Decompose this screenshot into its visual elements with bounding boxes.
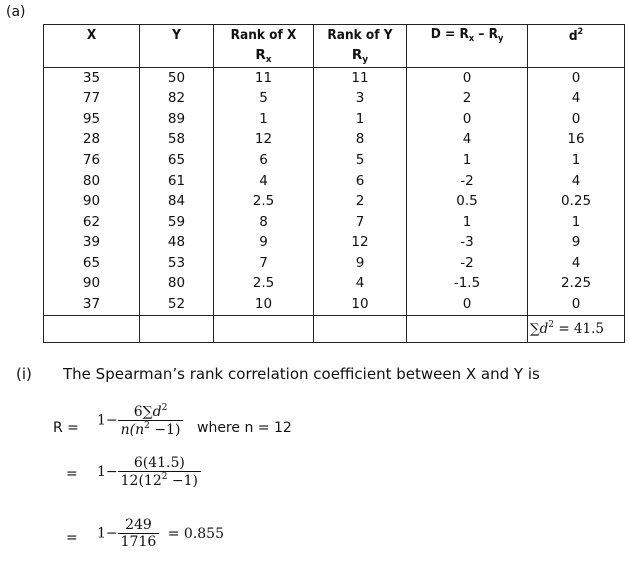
cell-x: 80 [44, 171, 140, 192]
subheader-rx: $R_x$ [214, 47, 314, 68]
cell-rank-y: 10 [314, 295, 407, 316]
cell-d-squared: 0 [528, 295, 625, 316]
cell-y: 48 [140, 233, 214, 254]
sum-d-squared: $\sum d^2 = 41.5$ [528, 316, 625, 343]
r-label: R = [53, 420, 79, 436]
cell-d: -3 [407, 233, 528, 254]
table-row [44, 150, 625, 171]
cell-y: 52 [140, 295, 214, 316]
cell-y: 61 [140, 171, 214, 192]
cell-y: 84 [140, 192, 214, 213]
table-row [44, 233, 625, 254]
cell-rank-y: 8 [314, 130, 407, 151]
table-row [44, 89, 625, 110]
table-row [44, 253, 625, 274]
cell-rank-x: 2.5 [214, 274, 314, 295]
cell-d-squared: 0 [528, 109, 625, 130]
cell-d: 0 [407, 109, 528, 130]
where-n: where n = 12 [197, 420, 292, 436]
cell-x: 76 [44, 150, 140, 171]
cell-rank-y: 3 [314, 89, 407, 110]
cell-y: 82 [140, 89, 214, 110]
formula-step2: 1− $\frac{6(41.5)}{12(12^2 -1)}$ [97, 455, 201, 489]
formula-step3: 1− $\frac{249}{1716}$ = 0.855 [97, 517, 224, 550]
cell-d-squared: 0 [528, 68, 625, 89]
cell-d-squared: 4 [528, 253, 625, 274]
cell-x: 35 [44, 68, 140, 89]
cell-d-squared: 0.25 [528, 192, 625, 213]
header-y: Y [140, 25, 214, 48]
table-row [44, 212, 625, 233]
cell-rank-y: 7 [314, 212, 407, 233]
table-header-row [44, 25, 625, 48]
cell-d-squared: 1 [528, 150, 625, 171]
cell-d: 1 [407, 212, 528, 233]
cell-rank-y: 5 [314, 150, 407, 171]
header-d-squared: $d^2$ [528, 25, 625, 48]
table-sum-row [44, 316, 625, 343]
table-subheader-row [44, 47, 625, 68]
part-label: (a) [6, 4, 26, 20]
cell-d: 4 [407, 130, 528, 151]
eq-step3: = [66, 530, 78, 546]
cell-rank-y: 1 [314, 109, 407, 130]
cell-rank-y: 12 [314, 233, 407, 254]
cell-rank-x: 2.5 [214, 192, 314, 213]
cell-d: 2 [407, 89, 528, 110]
part-i-label: (i) [16, 365, 32, 383]
cell-d-squared: 16 [528, 130, 625, 151]
cell-x: 90 [44, 274, 140, 295]
table-row [44, 68, 625, 89]
cell-x: 65 [44, 253, 140, 274]
cell-rank-y: 9 [314, 253, 407, 274]
cell-rank-x: 6 [214, 150, 314, 171]
cell-y: 65 [140, 150, 214, 171]
header-d: $D = R_x - R_y$ [407, 25, 528, 48]
cell-rank-y: 4 [314, 274, 407, 295]
formula-main: 1− $\frac{6\sum d^2}{n(n^2 -1)}$ [97, 403, 183, 438]
cell-d: -2 [407, 253, 528, 274]
cell-rank-x: 10 [214, 295, 314, 316]
header-rank-x: Rank of X [214, 25, 314, 48]
rank-table [43, 24, 625, 343]
cell-rank-y: 6 [314, 171, 407, 192]
cell-d: 0 [407, 68, 528, 89]
table-row [44, 192, 625, 213]
cell-d-squared: 2.25 [528, 274, 625, 295]
cell-rank-y: 11 [314, 68, 407, 89]
cell-d: -2 [407, 171, 528, 192]
cell-rank-x: 12 [214, 130, 314, 151]
cell-d: 1 [407, 150, 528, 171]
table-row [44, 109, 625, 130]
cell-rank-x: 11 [214, 68, 314, 89]
cell-y: 80 [140, 274, 214, 295]
cell-x: 90 [44, 192, 140, 213]
subheader-ry: $R_y$ [314, 47, 407, 68]
cell-rank-x: 1 [214, 109, 314, 130]
cell-y: 58 [140, 130, 214, 151]
cell-d-squared: 1 [528, 212, 625, 233]
header-x: X [44, 25, 140, 48]
table-row [44, 295, 625, 316]
part-i-statement: The Spearman’s rank correlation coefficient between X and Y is [63, 365, 540, 383]
cell-y: 59 [140, 212, 214, 233]
cell-x: 95 [44, 109, 140, 130]
cell-rank-x: 5 [214, 89, 314, 110]
table-row [44, 274, 625, 295]
cell-y: 53 [140, 253, 214, 274]
table-row [44, 171, 625, 192]
cell-x: 37 [44, 295, 140, 316]
cell-d: 0 [407, 295, 528, 316]
cell-rank-x: 4 [214, 171, 314, 192]
cell-y: 89 [140, 109, 214, 130]
cell-d-squared: 9 [528, 233, 625, 254]
cell-y: 50 [140, 68, 214, 89]
cell-rank-x: 9 [214, 233, 314, 254]
cell-x: 28 [44, 130, 140, 151]
cell-x: 39 [44, 233, 140, 254]
eq-step2: = [66, 466, 78, 482]
cell-rank-y: 2 [314, 192, 407, 213]
table-row [44, 130, 625, 151]
cell-x: 62 [44, 212, 140, 233]
cell-d: -1.5 [407, 274, 528, 295]
cell-d-squared: 4 [528, 89, 625, 110]
cell-rank-x: 7 [214, 253, 314, 274]
cell-x: 77 [44, 89, 140, 110]
cell-rank-x: 8 [214, 212, 314, 233]
cell-d: 0.5 [407, 192, 528, 213]
header-rank-y: Rank of Y [314, 25, 407, 48]
cell-d-squared: 4 [528, 171, 625, 192]
